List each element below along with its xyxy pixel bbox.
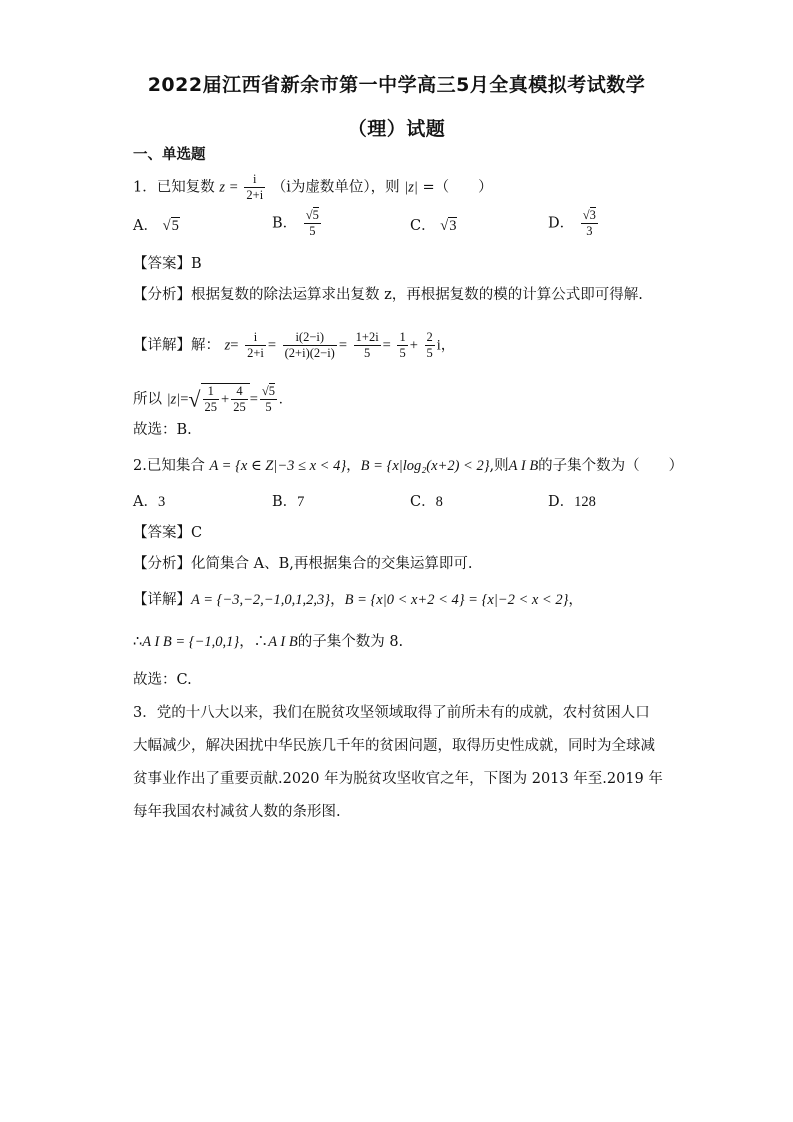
so-text: 所以 [133,391,162,408]
q2-stem [133,456,683,476]
q1-fraction [244,172,265,203]
radicand: 5 [312,208,319,222]
so-result [260,384,277,415]
detail-sep: ， [330,592,345,608]
detail-tag: 【详解】 [133,592,191,608]
option-value: 8 [435,494,443,510]
q2-choose: 故选：C. [133,672,192,688]
option-fraction [581,208,598,239]
so-frac-1 [203,384,220,415]
frac-den: 5 [265,400,272,414]
abs-z: |z| [166,391,181,408]
detail-frac-1 [245,330,266,361]
q2-option-a [133,492,165,512]
radicand: 5 [171,218,179,234]
q2-detail [133,590,583,610]
q2-option-c [410,492,443,512]
q2-intersection: A I B [508,458,539,474]
answer-value: C [191,525,203,541]
option-fraction [304,208,321,239]
q2-analysis [133,554,472,574]
q1-option-d [548,208,600,239]
analysis-text: 根据复数的除法运算求出复数 z，再根据复数的模的计算公式即可得解. [191,287,643,303]
option-label: C． [410,494,436,510]
q1-option-b [272,208,323,239]
answer-tag: 【答案】 [133,256,191,272]
frac-den: 5 [364,346,371,360]
frac-den: (2+i)(2−i) [284,346,335,360]
frac-den: 5 [399,346,406,360]
frac-den: 25 [204,400,217,414]
q3-stem: 3．党的十八大以来，我们在脱贫攻坚领域取得了前所未有的成就，农村贫困人口大幅减少，解决困扰中华民族几千年的贫困问题，取得历史性成就，同时为全球减贫事业作出了重要贡献.2020 年为脱贫攻坚收官之年，下图为 2013 年至.2019 年每年我国农村减贫人数的条形图. [133,705,663,820]
option-label: D． [548,215,575,232]
q1-tail: =（ ） [422,179,493,196]
frac-num: i [245,330,266,346]
q2-set-a: A = {x ∈ Z|−3 ≤ x < 4} [209,458,347,474]
radicand: 3 [449,218,457,234]
frac-num: 2 [426,330,433,344]
frac-num: 1 [399,330,406,344]
therefore-symbol: ∴ [133,634,143,650]
q2-suffix: ,则 [489,458,509,474]
option-value: 128 [574,494,596,510]
q1-eq: = [229,179,238,196]
q2-set-b: B = {x|log₂(x+2) < 2} [360,458,490,474]
q1-choose: 故选：B. [133,422,192,438]
frac-num: √5 [305,208,319,222]
q1-analysis [133,285,643,305]
detail-tail: i， [436,337,456,354]
option-label: C． [410,218,436,234]
sqrt-radicand: $\frac{1}{25}$ + $\frac{4}{25}$ [201,383,250,415]
q2-prefix: 2.已知集合 [133,458,205,474]
q2-sep: ， [346,458,361,474]
q1-detail: 【详解】解： z= $\frac{i}{2+i}$ = $\frac{i(2-i)}{(2+i)(2-i)}$ = $\frac{1+2i}{5}$ = $\frac{1}{5}$ + $\frac{2}{5}$ i， [133,330,456,360]
option-label: D． [548,494,575,510]
q1-modulus: 所以 |z|=√ $\frac{1}{25}$ + $\frac{4}{25}$ = $\frac{√5}{5}$ . [133,384,283,414]
q1-var-z: z [219,179,225,196]
q1-suffix: （i为虚数单位），则 [271,179,400,196]
q1-frac-num: i [244,172,265,188]
frac-num: 1+2i [355,330,379,344]
detail-frac-5 [425,330,435,361]
option-label: B． [272,215,298,232]
frac-num: √3 [582,208,596,222]
option-value: 7 [297,494,305,510]
section-heading: 一、单选题 [133,147,206,163]
frac-num: 4 [231,384,248,400]
option-label: A． [133,218,158,234]
q1-frac-den: 2+i [246,188,264,202]
var-z: z [224,337,231,354]
sqrt-expr: √3 [440,218,457,234]
frac-num: i(2−i) [283,330,337,346]
q2-answer [133,523,202,543]
frac-den: 5 [426,346,433,360]
q1-stem [133,172,493,203]
so-frac-2 [231,384,248,415]
q2-option-b [272,492,304,512]
answer-value: B [191,256,202,272]
q1-abs: |z| [404,179,418,196]
q2-tail: 的子集个数为（ ） [538,458,684,474]
frac-den: 25 [233,400,246,414]
detail-lead: 解： [191,337,220,354]
detail-frac-4 [397,330,407,361]
analysis-text: 化简集合 A、B,再根据集合的交集运算即可. [191,556,473,572]
answer-tag: 【答案】 [133,525,191,541]
detail-set-b: B = {x|0 < x+2 < 4} = {x|−2 < x < 2} [344,592,569,608]
frac-num: √5 [261,384,275,398]
frac-num: 1 [203,384,220,400]
q2-therefore [133,632,403,652]
analysis-tag: 【分析】 [133,287,191,303]
q1-option-a [133,216,180,236]
analysis-tag: 【分析】 [133,556,191,572]
q2-option-d [548,492,596,512]
sqrt-sign: √ [188,386,201,412]
option-label: A． [133,494,158,510]
document-title-line2: （理）试题 [347,118,446,140]
document-title-line1: 2022届江西省新余市第一中学高三5月全真模拟考试数学 [147,74,646,96]
radicand: 3 [589,208,596,222]
detail-tag: 【详解】 [133,337,191,354]
frac-den: 3 [586,224,593,238]
intersection-expr: A I B [268,634,298,650]
plus-sign: + [409,337,418,354]
option-label: B． [272,494,298,510]
count-text: 的子集个数为 8. [297,634,404,650]
sqrt-expr: √5 [162,218,179,234]
q1-prefix: 1．已知复数 [133,179,215,196]
q1-option-c [410,216,457,236]
detail-end: ， [568,592,583,608]
intersection-result: A I B = {−1,0,1} [142,634,240,650]
detail-frac-2 [283,330,337,361]
detail-set-a: A = {−3,−2,−1,0,1,2,3} [191,592,331,608]
frac-den: 2+i [247,346,264,360]
radicand: 5 [268,384,275,398]
therefore-symbol-2: ，∴ [239,634,269,650]
detail-frac-3 [354,330,381,361]
frac-den: 5 [309,224,316,238]
option-value: 3 [157,494,166,510]
q1-answer [133,254,202,274]
